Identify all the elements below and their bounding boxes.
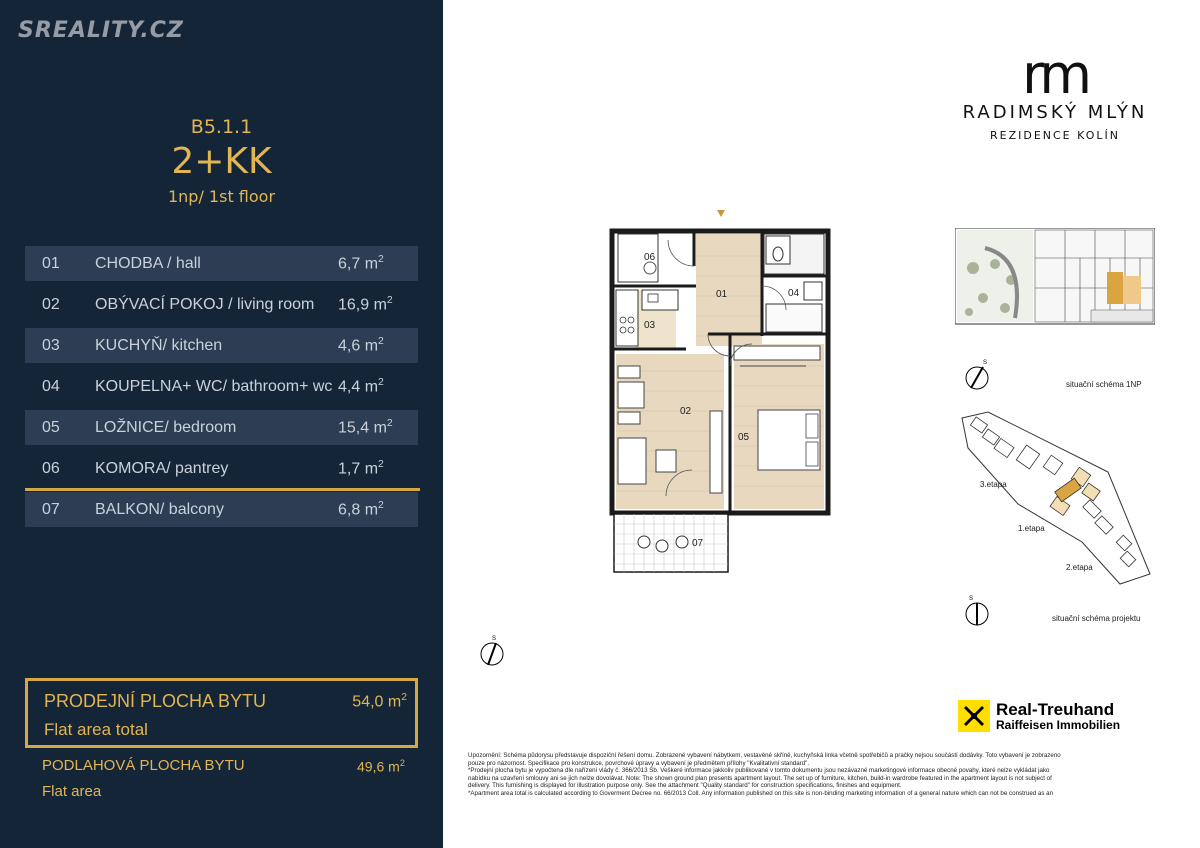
- chair-icon: [618, 366, 640, 378]
- dining-table: [618, 382, 644, 408]
- unit-type: 2+KK: [171, 141, 272, 182]
- room-number: 02: [42, 295, 60, 313]
- room-area: 16,9 $m^2$: [338, 294, 393, 314]
- room-name: LOŽNICE/ bedroom: [95, 418, 237, 436]
- room-number: 01: [42, 254, 60, 272]
- company-logo: [958, 700, 1120, 732]
- total-area-label: PRODEJNÍ PLOCHA BYTU: [44, 691, 267, 711]
- floor-area-value: 49,6 $m^2$: [357, 758, 405, 775]
- kitchen-counter: [616, 290, 638, 346]
- disclaimer-line: Upozornění: Schéma půdorysu představuje dispoziční řešení domu. Zobrazené vybavení nábytkem, vestavěné skříně, kuchyňská linka včetně spotřebičů a pračky nejsou součástí dodávky. Toto vybavení je zobrazeno: [468, 752, 1061, 759]
- floor-area-label-en: Flat area: [42, 783, 102, 800]
- divider-line: [25, 488, 420, 491]
- total-area-label-en: Flat area total: [44, 720, 148, 739]
- disclaimer-line: *Prodejní plocha bytu je vypočtena dle nařízení vlády č. 366/2013 Sb. Veškeré informace jakkoliv publikované v tomto dokumentu jsou nezávazné marketingové informace obecné povahy, které nelze vykládat jako: [468, 767, 1050, 775]
- shower-icon: [766, 304, 822, 332]
- balcony-chair-icon: [638, 536, 650, 548]
- raiffeisen-icon: [958, 700, 990, 732]
- brand-sub: REZIDENCE KOLÍN: [989, 129, 1121, 142]
- disclaimer: [468, 752, 1148, 798]
- room-name: BALKON/ balcony: [95, 500, 224, 518]
- disclaimer-line: nabídku na uzavření smlouvy ani se jich nelze dovolávat. Note: The shown ground plan presents apartment layout. The set up of furniture, kitchen, build-in wardrobe featured in the apartment layout is not subject of: [468, 774, 1052, 782]
- disclaimer-line: pouze pro názornost. Specifikace pro konstrukce, povrchové úpravy a vybavení je předmětem přílohy "Kvalitativní standard".: [468, 759, 810, 767]
- room-area: 15,4 $m^2$: [338, 417, 393, 437]
- balcony-area: [614, 514, 728, 572]
- floor-plan: [606, 206, 836, 578]
- total-area-box: [25, 678, 418, 748]
- caption-etapa3: 3.etapa: [980, 480, 1007, 489]
- room-number: 07: [42, 500, 60, 518]
- caption-etapa1: 1.etapa: [1018, 524, 1045, 533]
- balcony-table-icon: [656, 540, 668, 552]
- room-row: [25, 287, 418, 322]
- room-area: 6,7 $m^2$: [338, 253, 384, 273]
- svg-text:S: S: [969, 596, 974, 602]
- washbasin-icon: [804, 282, 822, 300]
- plan-label-03: 03: [644, 320, 656, 331]
- toilet-icon: [773, 247, 783, 261]
- unit-code: B5.1.1: [190, 116, 253, 138]
- caption-scheme-project: situační schéma projektu: [1052, 614, 1141, 623]
- balcony-chair-icon: [676, 536, 688, 548]
- floor-area-label: PODLAHOVÁ PLOCHA BYTU: [42, 757, 245, 774]
- chair-icon: [618, 412, 640, 424]
- caption-etapa2: 2.etapa: [1066, 563, 1093, 572]
- room-name: KOUPELNA+ WC/ bathroom+ wc: [95, 377, 333, 395]
- site-scheme-1np: [955, 228, 1155, 326]
- brand-mark: rm: [1022, 43, 1088, 106]
- room-area: 6,8 $m^2$: [338, 499, 384, 519]
- room-row: [25, 410, 418, 445]
- room-row: [25, 328, 418, 363]
- room-number: 03: [42, 336, 60, 354]
- hall-floor: [696, 234, 762, 346]
- sofa-icon: [618, 438, 646, 484]
- room-name: OBÝVACÍ POKOJ / living room: [95, 295, 315, 313]
- plan-label-01: 01: [716, 289, 728, 300]
- room-row: [25, 246, 418, 281]
- coffee-table: [656, 450, 676, 472]
- room-name: CHODBA / hall: [95, 254, 201, 272]
- room-row: [25, 492, 418, 527]
- company-name: Real-Treuhand: [996, 699, 1115, 719]
- plan-label-06: 06: [644, 252, 656, 263]
- plan-label-04: 04: [788, 288, 800, 299]
- disclaimer-line: *Apartment area total is calculated according to Goverment Decree no. 66/2013 Coll. Any information published on this site is non-binding marketing information of a general nature which can not be construed as an: [468, 789, 1054, 797]
- pillow-icon: [806, 442, 818, 466]
- wardrobe-icon: [734, 346, 820, 360]
- room-area: 4,6 $m^2$: [338, 335, 384, 355]
- company-sub: Raiffeisen Immobilien: [996, 717, 1121, 732]
- room-name: KOMORA/ pantrey: [95, 459, 229, 477]
- brand-name: RADIMSKÝ MLÝN: [962, 102, 1148, 123]
- room-name: KUCHYŇ/ kitchen: [95, 336, 223, 354]
- compass-icon: [478, 632, 508, 668]
- plan-label-05: 05: [738, 432, 750, 443]
- entrance-marker: [717, 210, 725, 217]
- disclaimer-line: delivery. This furnishing is displayed for illustration purpose only. See the attachment "Quality standard" for construction specifications, finishes and equipment.: [468, 782, 902, 790]
- site-scheme-project: [958, 408, 1158, 588]
- total-area-value: 54,0 $m^2$: [352, 692, 407, 711]
- svg-text:S: S: [983, 360, 988, 366]
- pillow-icon: [806, 414, 818, 438]
- room-number: 04: [42, 377, 60, 395]
- tv-unit: [710, 411, 722, 493]
- room-number: 06: [42, 459, 60, 477]
- unit-floor: 1np/ 1st floor: [167, 187, 276, 206]
- compass-icon: [963, 356, 993, 392]
- room-area: 1,7 $m^2$: [338, 458, 384, 478]
- svg-text:S: S: [492, 636, 497, 642]
- compass-icon: [963, 592, 993, 628]
- kitchen-counter-top: [642, 290, 678, 310]
- brand-logo: [955, 43, 1155, 142]
- info-panel: [0, 0, 443, 848]
- room-row: [25, 369, 418, 404]
- plan-label-02: 02: [680, 406, 692, 417]
- room-number: 05: [42, 418, 60, 436]
- room-area: 4,4 $m^2$: [338, 376, 384, 396]
- watermark-logo: SREALITY.CZ: [18, 18, 184, 43]
- caption-scheme-1np: situační schéma 1NP: [1066, 380, 1142, 389]
- room-row: [25, 451, 418, 486]
- plan-label-07: 07: [692, 538, 704, 549]
